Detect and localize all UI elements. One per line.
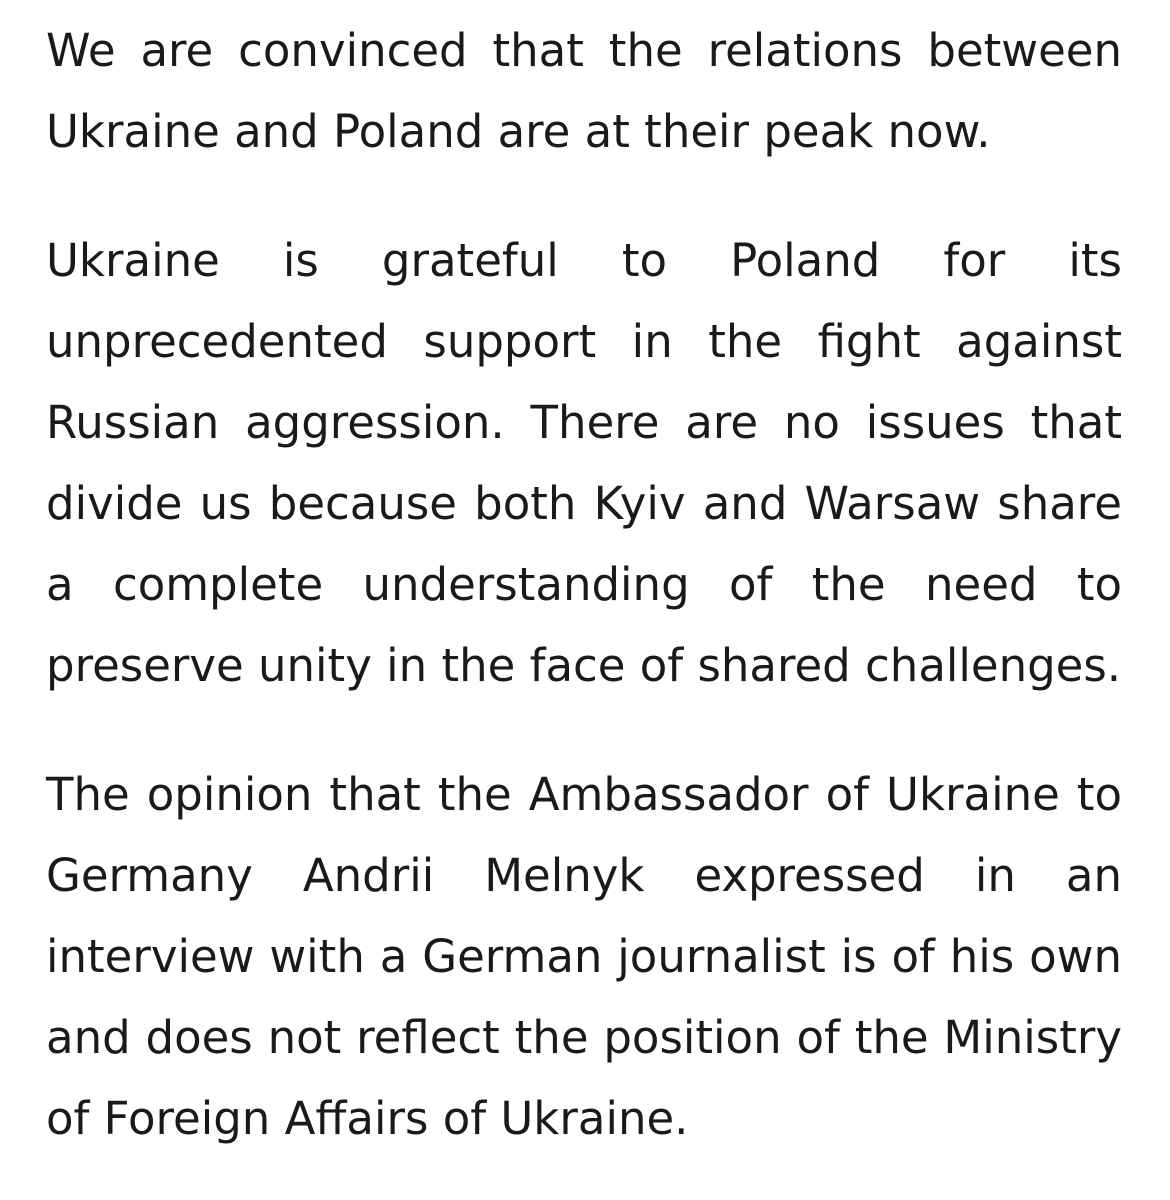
paragraph-ambassador-opinion: The opinion that the Ambassador of Ukraine to Germany Andrii Melnyk expressed in an interview with a German journalist is of his own and does not reflect the position of the Ministry of Foreign Affairs of Ukraine. (46, 768, 1122, 1145)
statement-body (46, 10, 1122, 1159)
paragraph-relations: We are convinced that the relations between Ukraine and Poland are at their peak now. (46, 24, 1122, 158)
paragraph-gratitude: Ukraine is grateful to Poland for its unprecedented support in the fight against Russian aggression. There are no issues that divide us because both Kyiv and Warsaw share a complete understanding of the need to preserve unity in the face of shared challenges. (46, 234, 1122, 692)
